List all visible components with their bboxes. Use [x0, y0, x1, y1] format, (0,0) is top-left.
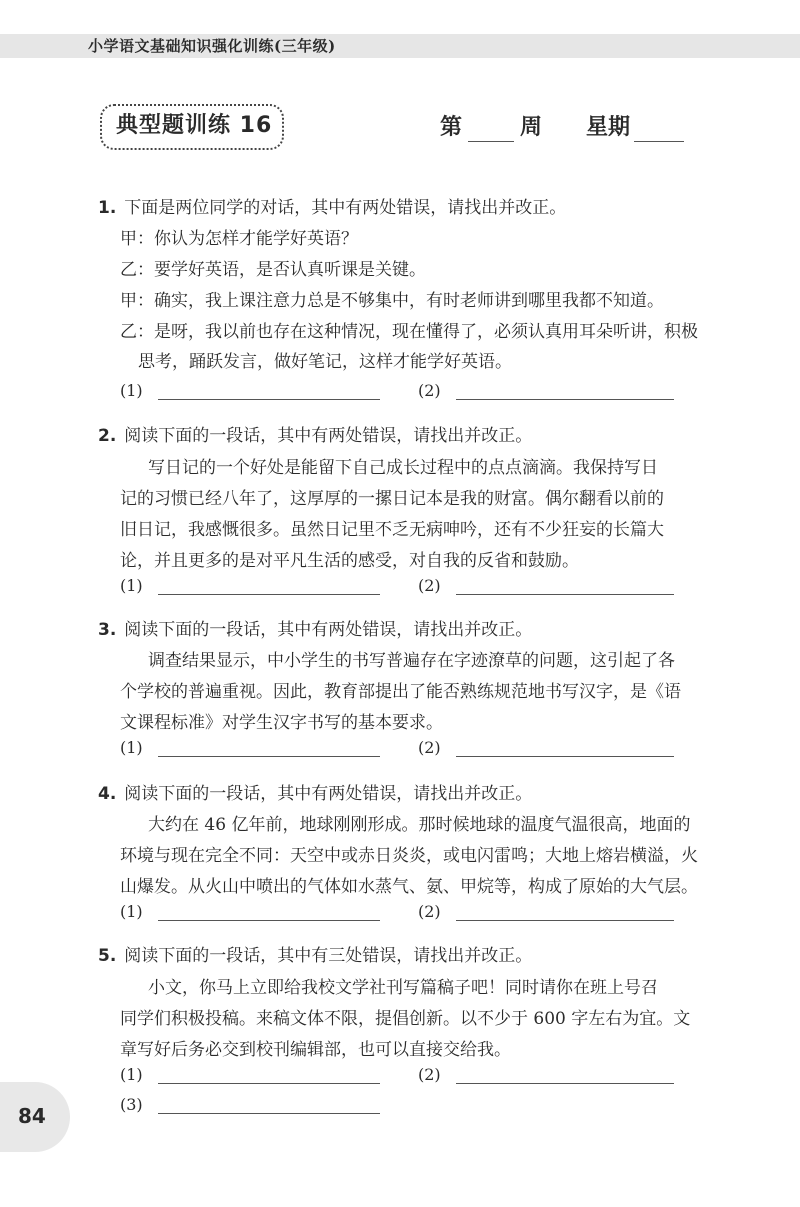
answer-label: (2): [418, 738, 441, 757]
answer-label: (2): [418, 381, 441, 400]
answer-blank[interactable]: [158, 756, 380, 757]
passage-line: 小文，你马上立即给我校文学社刊写篇稿子吧！同时请你在班上号召: [148, 978, 658, 998]
answer-blank[interactable]: [158, 920, 380, 921]
answer-blank[interactable]: [456, 594, 674, 595]
dialogue-line: 乙：要学好英语，是否认真听课是关键。: [120, 260, 426, 280]
answer-label: (2): [418, 1065, 441, 1084]
passage-line: 论，并且更多的是对平凡生活的感受，对自我的反省和鼓励。: [120, 551, 579, 571]
week-blank[interactable]: [468, 117, 514, 142]
answer-label: (1): [120, 381, 143, 400]
question-1-prompt: 1. 下面是两位同学的对话，其中有两处错误，请找出并改正。: [98, 198, 567, 218]
answer-label: (1): [120, 902, 143, 921]
answer-blank[interactable]: [158, 1083, 380, 1084]
weekday-label: 星期: [586, 114, 631, 140]
answer-blank[interactable]: [158, 399, 380, 400]
page-number: 84: [18, 1104, 46, 1128]
week-day-field: [440, 112, 684, 142]
answer-label: (2): [418, 576, 441, 595]
answer-label: (1): [120, 1065, 143, 1084]
passage-line: 旧日记，我感慨很多。虽然日记里不乏无病呻吟，还有不少狂妄的长篇大: [120, 520, 664, 540]
passage-line: 写日记的一个好处是能留下自己成长过程中的点点滴滴。我保持写日: [148, 458, 658, 478]
passage-line: 大约在 46 亿年前，地球刚刚形成。那时候地球的温度气温很高，地面的: [148, 815, 691, 835]
answer-label: (1): [120, 738, 143, 757]
question-2-prompt: 2. 阅读下面的一段话，其中有两处错误，请找出并改正。: [98, 426, 533, 446]
answer-blank[interactable]: [456, 1083, 674, 1084]
dialogue-line: 思考，踊跃发言，做好笔记，这样才能学好英语。: [138, 352, 512, 372]
passage-line: 调查结果显示，中小学生的书写普遍存在字迹潦草的问题，这引起了各: [148, 651, 675, 671]
answer-label: (3): [120, 1095, 143, 1114]
passage-line: 章写好后务必交到校刊编辑部，也可以直接交给我。: [120, 1040, 511, 1060]
answer-blank[interactable]: [456, 399, 674, 400]
passage-line: 个学校的普遍重视。因此，教育部提出了能否熟练规范地书写汉字，是《语: [120, 682, 681, 702]
passage-line: 同学们积极投稿。来稿文体不限，提倡创新。以不少于 600 字左右为宜。文: [120, 1009, 691, 1029]
answer-blank[interactable]: [456, 756, 674, 757]
answer-label: (2): [418, 902, 441, 921]
exercise-title: 典型题训练 16: [116, 113, 273, 138]
answer-label: (1): [120, 576, 143, 595]
passage-line: 记的习惯已经八年了，这厚厚的一摞日记本是我的财富。偶尔翻看以前的: [120, 489, 664, 509]
passage-line: 文课程标准》对学生汉字书写的基本要求。: [120, 713, 443, 733]
book-title: 小学语文基础知识强化训练(三年级): [88, 37, 336, 55]
dialogue-line: 甲：确实，我上课注意力总是不够集中，有时老师讲到哪里我都不知道。: [120, 291, 664, 311]
answer-blank[interactable]: [456, 920, 674, 921]
dialogue-line: 甲：你认为怎样才能学好英语？: [120, 229, 358, 249]
dialogue-line: 乙：是呀，我以前也存在这种情况，现在懂得了，必须认真用耳朵听讲，积极: [120, 322, 698, 342]
passage-line: 环境与现在完全不同：天空中或赤日炎炎，或电闪雷鸣；大地上熔岩横溢，火: [120, 846, 698, 866]
week-label: 周: [520, 114, 543, 140]
question-3-prompt: 3. 阅读下面的一段话，其中有两处错误，请找出并改正。: [98, 620, 533, 640]
passage-line: 山爆发。从火山中喷出的气体如水蒸气、氨、甲烷等，构成了原始的大气层。: [120, 877, 698, 897]
weekday-blank[interactable]: [634, 117, 684, 142]
answer-blank[interactable]: [158, 594, 380, 595]
question-5-prompt: 5. 阅读下面的一段话，其中有三处错误，请找出并改正。: [98, 946, 533, 966]
answer-blank[interactable]: [158, 1113, 380, 1114]
week-prefix: 第: [440, 114, 463, 140]
question-4-prompt: 4. 阅读下面的一段话，其中有两处错误，请找出并改正。: [98, 784, 533, 804]
